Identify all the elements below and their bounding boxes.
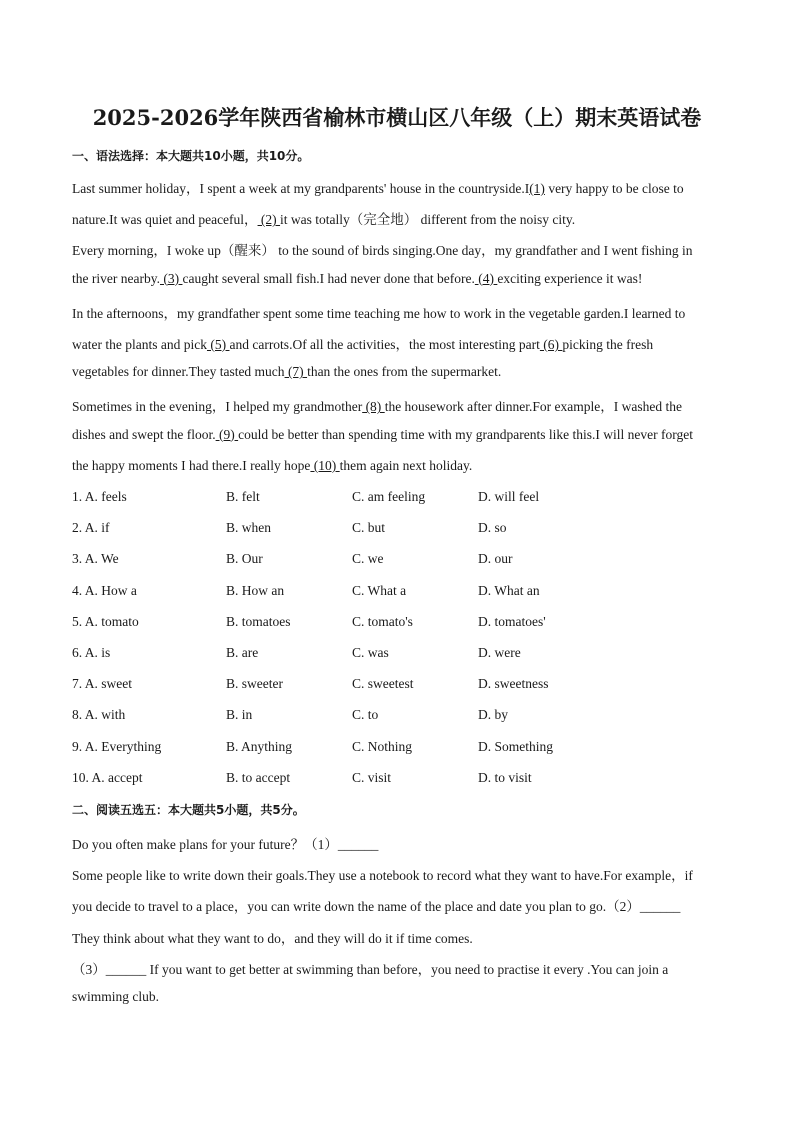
option-c[interactable]: C. was — [352, 645, 389, 660]
option-b[interactable]: B. to accept — [226, 769, 291, 785]
option-d[interactable]: D. to visit — [478, 769, 532, 785]
passage-text: the river nearby. — [72, 270, 160, 286]
option-row — [72, 770, 732, 788]
option-b[interactable]: B. felt — [226, 489, 260, 504]
passage-text: could be better than spending time with my grandparents like this.I will never forget — [238, 426, 693, 442]
reading-line: Some people like to write down their goals.They use a notebook to record what they want to have.For example，if — [72, 868, 693, 884]
passage-text: vegetables for dinner.They tasted much — [72, 364, 285, 380]
page-title: 2025-2026学年陕西省榆林市横山区八年级（上）期末英语试卷 — [92, 105, 702, 130]
option-row — [72, 739, 732, 757]
option-c[interactable]: C. Nothing — [352, 738, 413, 754]
passage-text: than the ones from the supermarket. — [307, 364, 502, 380]
blank-number: (7) — [284, 364, 308, 380]
option-b[interactable]: B. tomatoes — [226, 613, 291, 629]
option-d[interactable]: D. so — [478, 520, 507, 536]
blank-number: (2) — [257, 212, 281, 228]
passage-line — [72, 458, 732, 474]
blank-number: (6) — [539, 337, 563, 352]
reading-line: They think about what they want to do，and they will do it if time comes. — [72, 930, 473, 946]
option-b[interactable]: B. Anything — [226, 738, 293, 754]
option-c[interactable]: C. we — [352, 551, 384, 567]
passage-line — [72, 395, 732, 415]
passage-text: caught several small fish.I had never done that before. — [182, 270, 475, 286]
blank-number: (10) — [310, 457, 340, 473]
section2-heading: 二、阅读五选五：本大题共5小题，共5分。 — [72, 803, 305, 817]
blank-number: (5) — [206, 337, 230, 352]
option-row — [72, 520, 732, 538]
option-d[interactable]: D. were — [478, 645, 521, 660]
option-a[interactable]: 9. A. Everything — [72, 738, 162, 754]
passage-text: it was totally（完全地） different from the noisy city. — [280, 212, 576, 228]
option-row — [72, 614, 732, 632]
option-a[interactable]: 10. A. accept — [72, 769, 143, 785]
blank-number: (1) — [529, 181, 545, 196]
option-a[interactable]: 7. A. sweet — [72, 676, 132, 692]
passage-text: nature.It was quiet and peaceful， — [72, 212, 258, 228]
option-a[interactable]: 1. A. feels — [72, 489, 127, 504]
option-row — [72, 583, 732, 601]
option-c[interactable]: C. What a — [352, 582, 407, 598]
passage-text: exciting experience it was! — [497, 270, 643, 286]
option-d[interactable]: D. our — [478, 551, 513, 567]
option-c[interactable]: C. tomato's — [352, 613, 413, 629]
option-b[interactable]: B. sweeter — [226, 676, 283, 692]
passage-line — [72, 208, 732, 228]
option-row — [72, 645, 732, 663]
reading-line: you decide to travel to a place，you can write down the name of the place and date you plan to go.（2）______ — [72, 899, 681, 915]
reading-line: swimming club. — [72, 989, 159, 1004]
option-row — [72, 676, 732, 694]
option-d[interactable]: D. by — [478, 707, 508, 723]
option-row — [72, 489, 732, 507]
passage-text: the housework after dinner.For example，I washed the — [384, 399, 682, 415]
option-c[interactable]: C. sweetest — [352, 676, 414, 692]
option-b[interactable]: B. Our — [226, 551, 263, 567]
option-row — [72, 707, 732, 725]
blank-number: (8) — [362, 399, 385, 415]
option-b[interactable]: B. are — [226, 645, 259, 660]
blank-number: (3) — [159, 270, 183, 286]
passage-text: dishes and swept the floor. — [72, 426, 216, 442]
option-d[interactable]: D. tomatoes' — [478, 613, 546, 629]
option-c[interactable]: C. visit — [352, 769, 392, 785]
passage-text: Last summer holiday，I spent a week at my grandparents' house in the countryside.I — [72, 181, 530, 196]
passage-text: Every morning，I woke up（醒来） to the sound of birds singing.One day，my grandfather and I went fishing in — [72, 243, 693, 259]
passage-line — [72, 333, 732, 353]
option-d[interactable]: D. will feel — [478, 489, 540, 504]
passage-text: and carrots.Of all the activities，the most interesting part — [229, 337, 540, 352]
option-b[interactable]: B. when — [226, 520, 271, 536]
option-a[interactable]: 4. A. How a — [72, 582, 137, 598]
passage-text: water the plants and pick — [72, 337, 207, 352]
option-c[interactable]: C. but — [352, 520, 386, 536]
passage-line — [72, 302, 732, 322]
section1-heading: 一、语法选择：本大题共10小题，共10分。 — [72, 149, 310, 163]
blank-number: (4) — [474, 270, 498, 286]
option-d[interactable]: D. sweetness — [478, 676, 549, 692]
option-c[interactable]: C. to — [352, 707, 379, 723]
passage-text: In the afternoons，my grandfather spent some time teaching me how to work in the vegetable garden.I learned to — [72, 305, 686, 321]
option-row — [72, 551, 732, 569]
passage-line — [72, 271, 732, 287]
option-a[interactable]: 8. A. with — [72, 707, 126, 723]
option-a[interactable]: 6. A. is — [72, 645, 111, 660]
blank-number: (9) — [215, 426, 239, 442]
passage-line — [72, 239, 732, 259]
passage-line — [72, 177, 732, 197]
passage-text: the happy moments I had there.I really hope — [72, 457, 311, 473]
reading-line: （3）______ If you want to get better at swimming than before，you need to practise it every .You can join a — [72, 961, 669, 977]
option-b[interactable]: B. in — [226, 707, 253, 723]
option-d[interactable]: D. What an — [478, 582, 540, 598]
passage-line — [72, 427, 732, 443]
option-a[interactable]: 3. A. We — [72, 551, 119, 567]
reading-line: Do you often make plans for your future？（1）______ — [72, 837, 379, 852]
option-d[interactable]: D. Something — [478, 738, 554, 754]
option-a[interactable]: 2. A. if — [72, 520, 110, 536]
passage-text: picking the fresh — [562, 337, 654, 352]
passage-text: Sometimes in the evening，I helped my grandmother — [72, 399, 363, 415]
passage-text: them again next holiday. — [339, 457, 473, 473]
passage-line — [72, 364, 732, 380]
passage-text: very happy to be close to — [544, 181, 684, 196]
option-a[interactable]: 5. A. tomato — [72, 613, 139, 629]
option-b[interactable]: B. How an — [226, 582, 285, 598]
option-c[interactable]: C. am feeling — [352, 489, 426, 504]
